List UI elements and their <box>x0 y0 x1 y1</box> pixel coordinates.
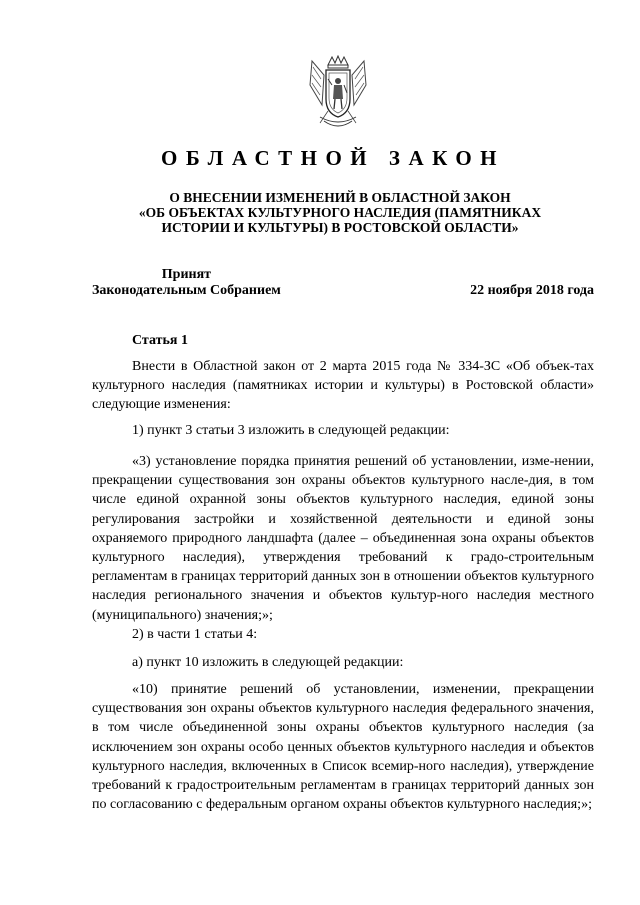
law-title: ОБЛАСТНОЙ ЗАКОН <box>160 146 505 170</box>
paragraph-text: «10) принятие решений об установлении, изменении, прекращении существования зон охраны объектов культурного наследия федерального значения, в том числе объединенной зоны охраны объектов культурного наследия (за исключением зон охраны особо ценных объектов культурного наследия и объектов культурного наследия, включенных в Список всемир-ного наследия), утверждение требований к градостроительным регламентам в границах территорий данных зон по согласованию с федеральным органом охраны объектов культурного наследия;»; <box>92 682 594 813</box>
paragraph-text: 1) пункт 3 статьи 3 изложить в следующей редакции: <box>132 423 450 438</box>
article-paragraph <box>92 452 594 625</box>
paragraph-text: а) пункт 10 изложить в следующей редакции: <box>132 655 404 670</box>
article-paragraph <box>92 625 594 644</box>
adoption-block <box>92 267 281 299</box>
adoption-date: 22 ноября 2018 года <box>470 283 594 298</box>
adoption-line-accepted: Принят <box>161 267 212 282</box>
subtitle-line: «ОБ ОБЪЕКТАХ КУЛЬТУРНОГО НАСЛЕДИЯ (ПАМЯТНИКАХ <box>138 205 542 220</box>
article-heading: Статья 1 <box>132 333 188 348</box>
law-subtitle <box>40 190 640 235</box>
article-paragraph <box>92 421 594 440</box>
adoption-line-assembly: Законодательным Собранием <box>92 283 281 298</box>
paragraph-text: 2) в части 1 статьи 4: <box>132 627 258 642</box>
paragraph-text: «3) установление порядка принятия решений об установлении, изме-нении, прекращении существования зон охраны объектов культурного насле-дия, в том числе единой охранной зоны объектов культурного наследия, единой зоны регулирования застройки и хозяйственной деятельности и единой зоны охраняемого природного ландшафта (далее – объединенная зона охраны объектов культурного наследия), утверждения требований к градо-строительным регламентам в границах территорий данных зон в отношении объектов культурного наследия регионального значения и объектов культур-ного наследия местного (муниципального) значения;»; <box>92 454 594 623</box>
article-paragraph <box>92 357 594 415</box>
article-paragraph <box>92 653 594 672</box>
paragraph-text: Внести в Областной закон от 2 марта 2015 года № 334-ЗС «Об объек-тах культурного наследия (памятниках истории и культуры) в Ростовской области» следующие изменения: <box>92 359 594 413</box>
subtitle-line: ИСТОРИИ И КУЛЬТУРЫ) В РОСТОВСКОЙ ОБЛАСТИ» <box>161 220 519 235</box>
article-paragraph <box>92 680 594 814</box>
subtitle-line: О ВНЕСЕНИИ ИЗМЕНЕНИЙ В ОБЛАСТНОЙ ЗАКОН <box>169 190 511 205</box>
coat-of-arms-emblem <box>306 55 370 133</box>
